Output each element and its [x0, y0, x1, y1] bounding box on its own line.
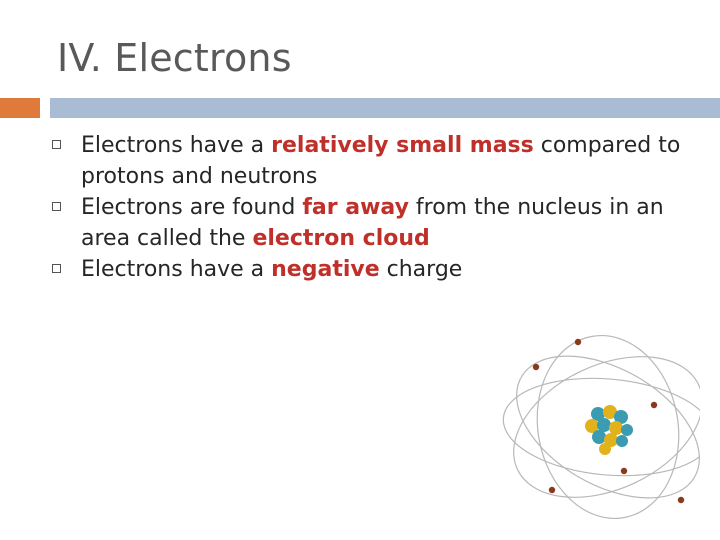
nucleus-icon — [585, 405, 633, 455]
bullet-highlight: electron cloud — [252, 226, 430, 251]
electron-dot — [533, 364, 539, 370]
electron-dot — [621, 468, 627, 474]
bullet-item-1 — [52, 130, 692, 192]
atom-model-icon — [500, 322, 700, 532]
bullet-item-2 — [52, 192, 692, 254]
bullet-text: compared to protons and neutrons — [81, 133, 681, 189]
square-bullet-icon — [52, 202, 61, 211]
bullet-text: charge — [379, 257, 463, 282]
electron-dot — [575, 339, 581, 345]
bullet-highlight: relatively small mass — [271, 133, 534, 158]
accent-bar-blue — [50, 98, 720, 118]
bullet-highlight: far away — [302, 195, 409, 220]
square-bullet-icon — [52, 140, 61, 149]
electron-dot — [651, 402, 657, 408]
bullet-text: Electrons have a — [81, 133, 272, 158]
bullet-list — [52, 130, 692, 285]
slide-title: IV. Electrons — [57, 36, 292, 80]
square-bullet-icon — [52, 264, 61, 273]
bullet-text: from the nucleus in an area called the — [81, 195, 664, 251]
bullet-text: Electrons have a — [81, 257, 272, 282]
bullet-text: Electrons are found — [81, 195, 303, 220]
electron-dot — [678, 497, 684, 503]
accent-bar-orange — [0, 98, 40, 118]
bullet-item-3 — [52, 254, 692, 285]
bullet-highlight: negative — [271, 257, 380, 282]
electron-dot — [549, 487, 555, 493]
